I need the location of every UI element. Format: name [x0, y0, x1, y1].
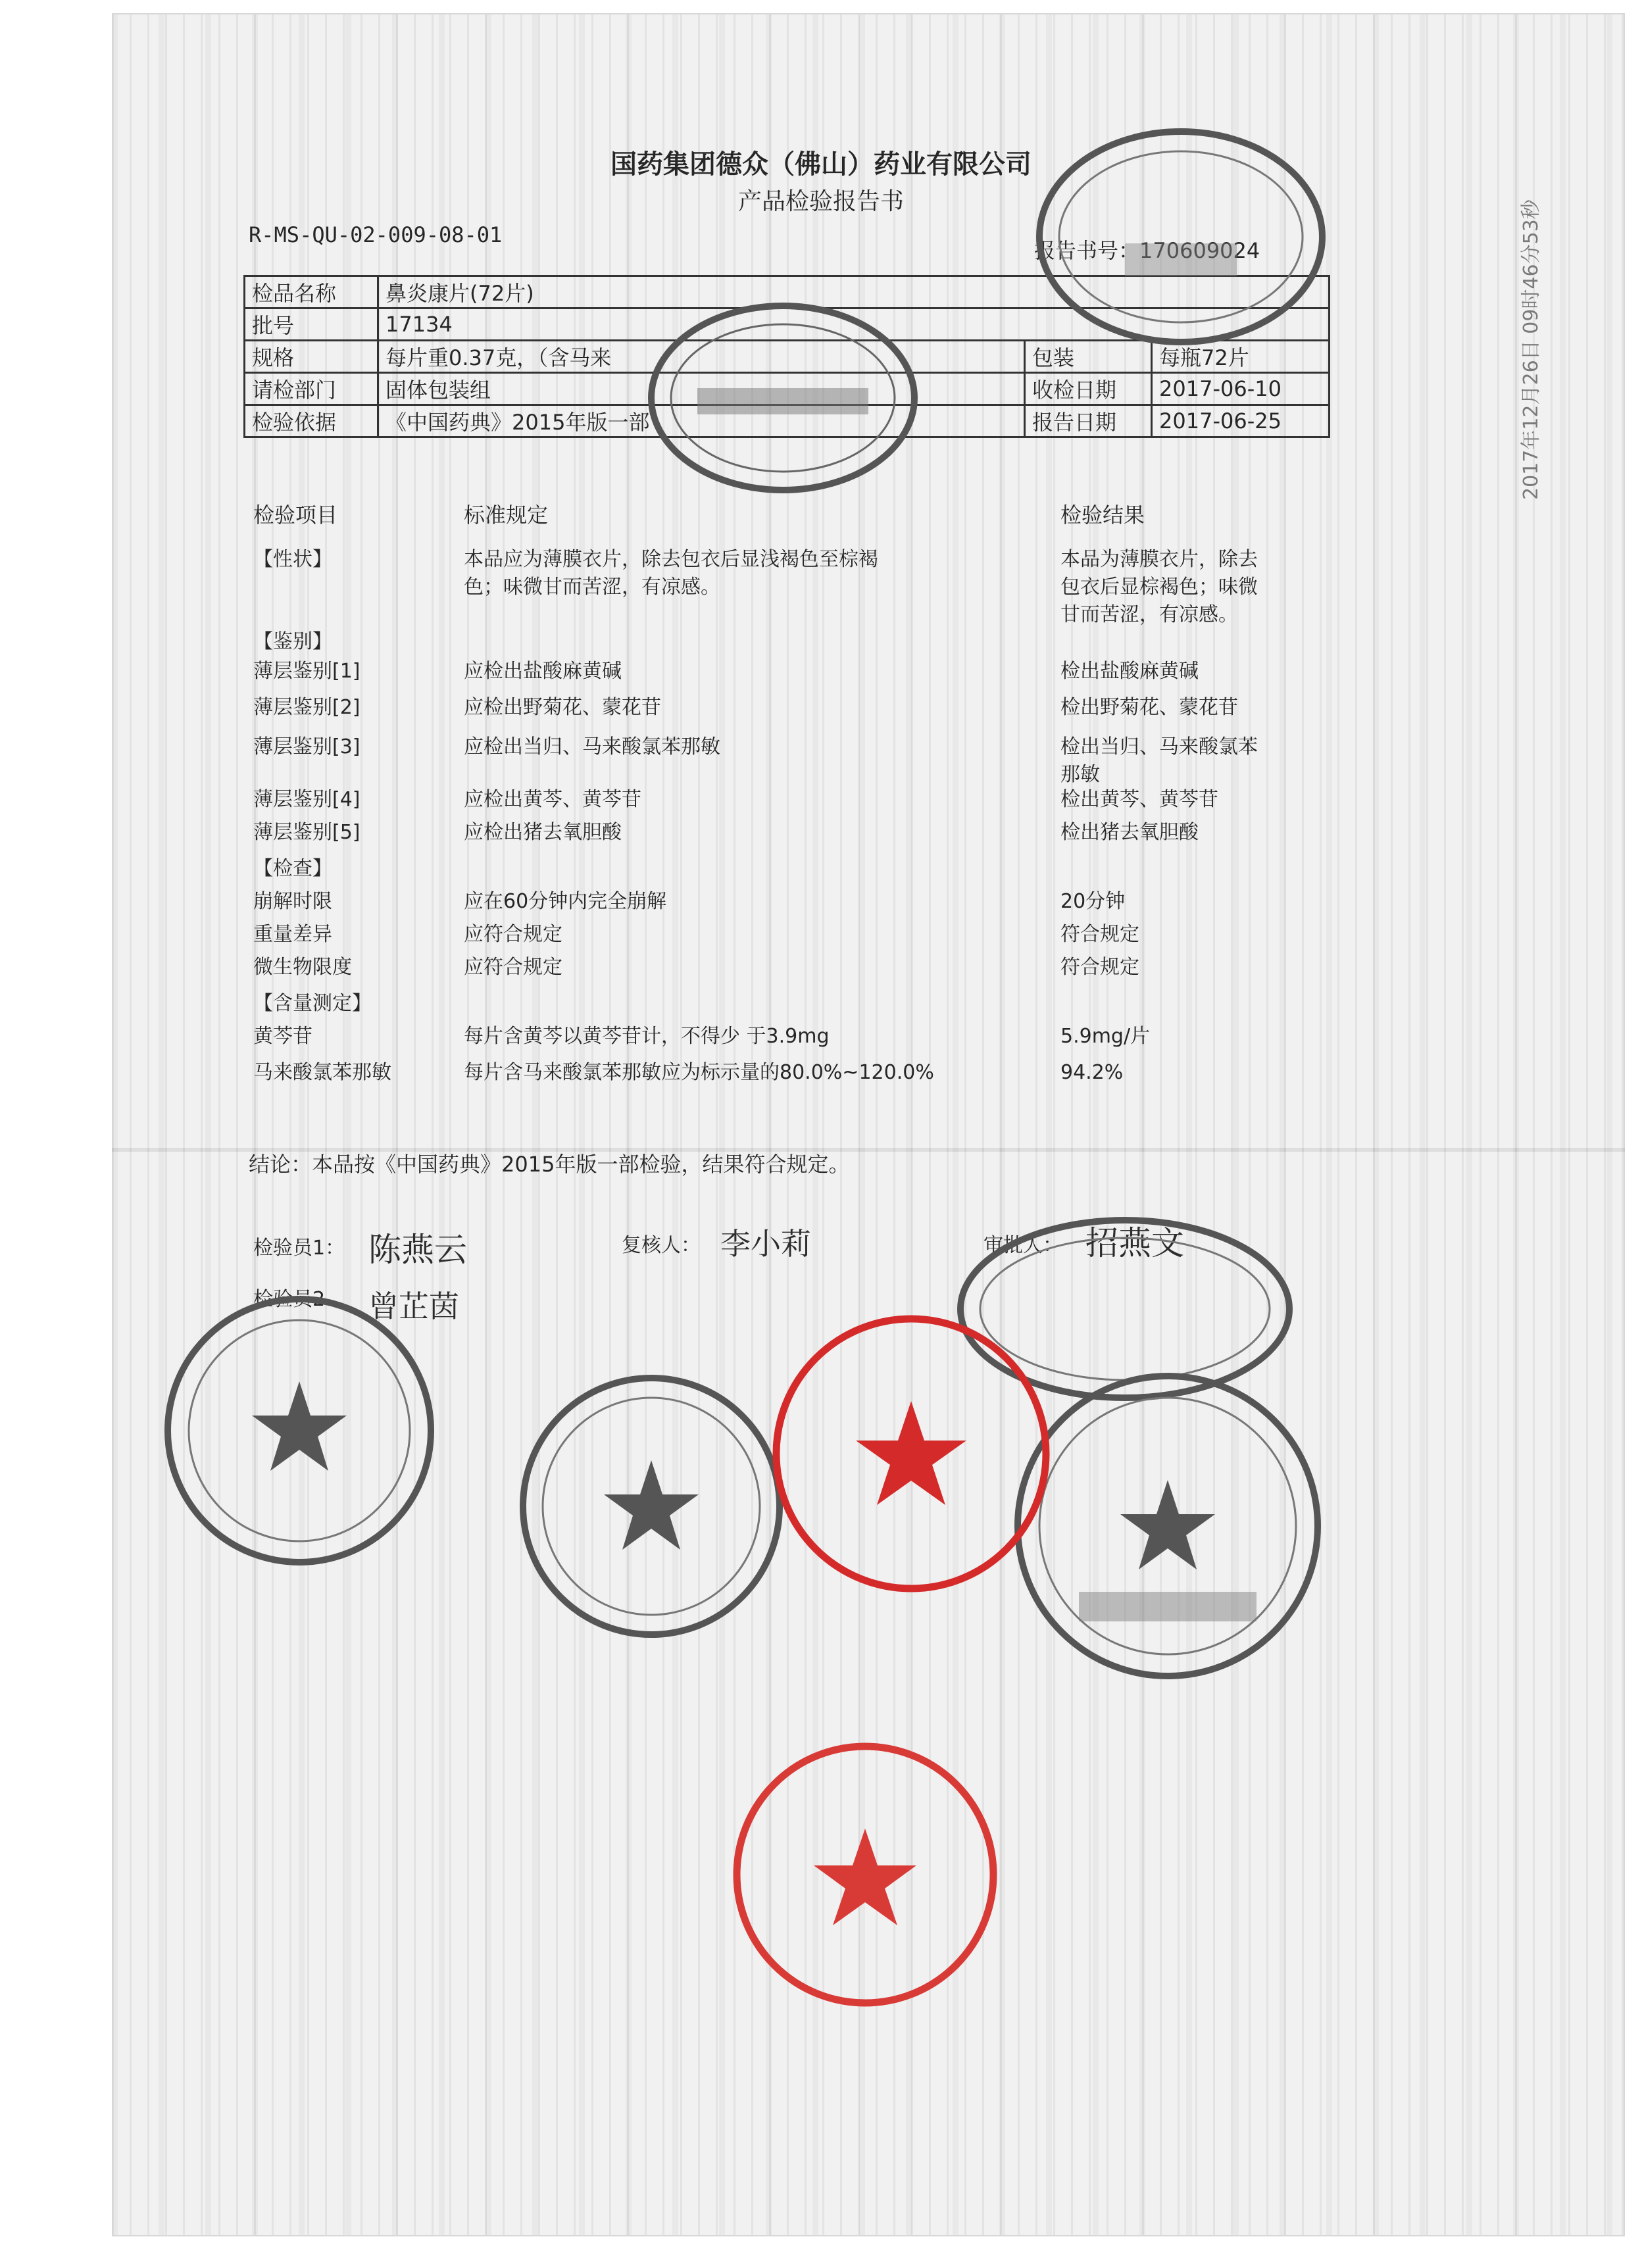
report-number-value: 170609024: [1139, 238, 1260, 263]
result-item: 薄层鉴别[2]: [253, 696, 361, 719]
result-standard: 应检出黄芩、黄芩苷: [464, 788, 641, 811]
result-value: 20分钟: [1060, 890, 1126, 913]
result-standard: 应检出盐酸麻黄碱: [464, 660, 622, 683]
result-value: 检出猪去氧胆酸: [1060, 821, 1199, 844]
approver-label: 审批人：: [983, 1234, 1062, 1257]
company-name: 国药集团德众（佛山）药业有限公司: [610, 149, 1032, 180]
result-standard: 应检出猪去氧胆酸: [464, 821, 622, 844]
info-value-2: 2017-06-10: [1152, 373, 1330, 405]
reviewer-label: 复核人：: [622, 1234, 701, 1257]
info-label-2: 包装: [1025, 341, 1152, 373]
result-value: 5.9mg/片: [1060, 1025, 1151, 1048]
stamp-gray-round-1: [158, 1289, 441, 1572]
result-value: 符合规定: [1060, 923, 1139, 946]
info-value: 17134: [378, 308, 1330, 341]
header-standard: 标准规定: [464, 503, 549, 528]
stamp-huaxinyuan-gray: [513, 1368, 789, 1644]
info-label-2: 报告日期: [1025, 405, 1152, 437]
info-label: 检品名称: [245, 276, 378, 308]
info-value-2: 2017-06-25: [1152, 405, 1330, 437]
result-standard: 应检出当归、马来酸氯苯那敏: [464, 735, 720, 758]
info-value: 固体包装组: [378, 373, 1025, 405]
result-standard: 每片含马来酸氯苯那敏应为标示量的80.0%~120.0%: [464, 1061, 934, 1084]
report-number-label: 报告书号：: [1034, 238, 1140, 263]
report-title: 产品检验报告书: [737, 188, 904, 215]
result-standard: 应符合规定: [464, 923, 562, 946]
info-label: 请检部门: [245, 373, 378, 405]
result-standard: 每片含黄芩以黄芩苷计，不得少 于3.9mg: [464, 1025, 830, 1048]
result-item: 【检查】: [253, 857, 332, 880]
result-value: 检出盐酸麻黄碱: [1060, 660, 1199, 683]
result-value: 符合规定: [1060, 956, 1139, 979]
result-standard: 应符合规定: [464, 956, 562, 979]
info-value: 鼻炎康片(72片): [378, 276, 1330, 308]
result-item: 黄芩苷: [253, 1025, 312, 1048]
info-label: 检验依据: [245, 405, 378, 437]
info-label: 批号: [245, 308, 378, 341]
result-item: 重量差异: [253, 923, 332, 946]
result-value: 本品为薄膜衣片，除去 包衣后显棕褐色；味微 甘而苦涩，有凉感。: [1060, 548, 1258, 626]
result-item: 崩解时限: [253, 890, 332, 913]
result-value: 检出黄芩、黄芩苷: [1060, 788, 1218, 811]
result-item: 【性状】: [253, 548, 332, 571]
result-item: 微生物限度: [253, 956, 352, 979]
info-value-2: 每瓶72片: [1152, 341, 1330, 373]
result-standard: 应在60分钟内完全崩解: [464, 890, 667, 913]
result-value: 检出野菊花、蒙花苷: [1060, 696, 1238, 719]
info-value: 每片重0.37克，（含马来: [378, 341, 1025, 373]
result-item: 薄层鉴别[1]: [253, 660, 361, 683]
inspector1-label: 检验员1：: [253, 1237, 345, 1260]
inspector1-signature: 陈燕云: [368, 1231, 467, 1269]
stamp-qc-department-seal: [1026, 118, 1335, 355]
stamp-huaxinyuan-red: [727, 1737, 1003, 2013]
header-item: 检验项目: [253, 503, 338, 528]
info-label-2: 收检日期: [1025, 373, 1152, 405]
result-item: 薄层鉴别[5]: [253, 821, 361, 844]
reviewer-signature: 李小莉: [720, 1226, 811, 1262]
header-result: 检验结果: [1060, 503, 1145, 528]
document-code: R-MS-QU-02-009-08-01: [249, 222, 503, 247]
result-item: 薄层鉴别[4]: [253, 788, 361, 811]
inspector2-signature: 曾芷茵: [368, 1289, 459, 1324]
conclusion: 结论：本品按《中国药典》2015年版一部检验，结果符合规定。: [249, 1152, 850, 1177]
result-value: 94.2%: [1060, 1061, 1124, 1084]
result-item: 【鉴别】: [253, 630, 332, 653]
result-item: 【含量测定】: [253, 992, 372, 1015]
result-standard: 应检出野菊花、蒙花苷: [464, 696, 661, 719]
stamp-minxingkangfu-red: [766, 1309, 1056, 1598]
result-value: 检出当归、马来酸氯苯 那敏: [1060, 735, 1258, 786]
inspector2-label: 检验员2: [253, 1288, 326, 1311]
stamp-inspection-report-seal: [638, 289, 928, 506]
result-item: 薄层鉴别[3]: [253, 735, 361, 758]
result-standard: 本品应为薄膜衣片，除去包衣后显浅褐色至棕褐 色；味微甘而苦涩，有凉感。: [464, 548, 878, 599]
info-value: 《中国药典》2015年版一部: [378, 405, 1025, 437]
result-item: 马来酸氯苯那敏: [253, 1061, 391, 1084]
side-timestamp: 2017年12月26日 09时46分53秒: [1520, 199, 1543, 500]
approver-signature: 招燕文: [1085, 1224, 1184, 1262]
info-label: 规格: [245, 341, 378, 373]
